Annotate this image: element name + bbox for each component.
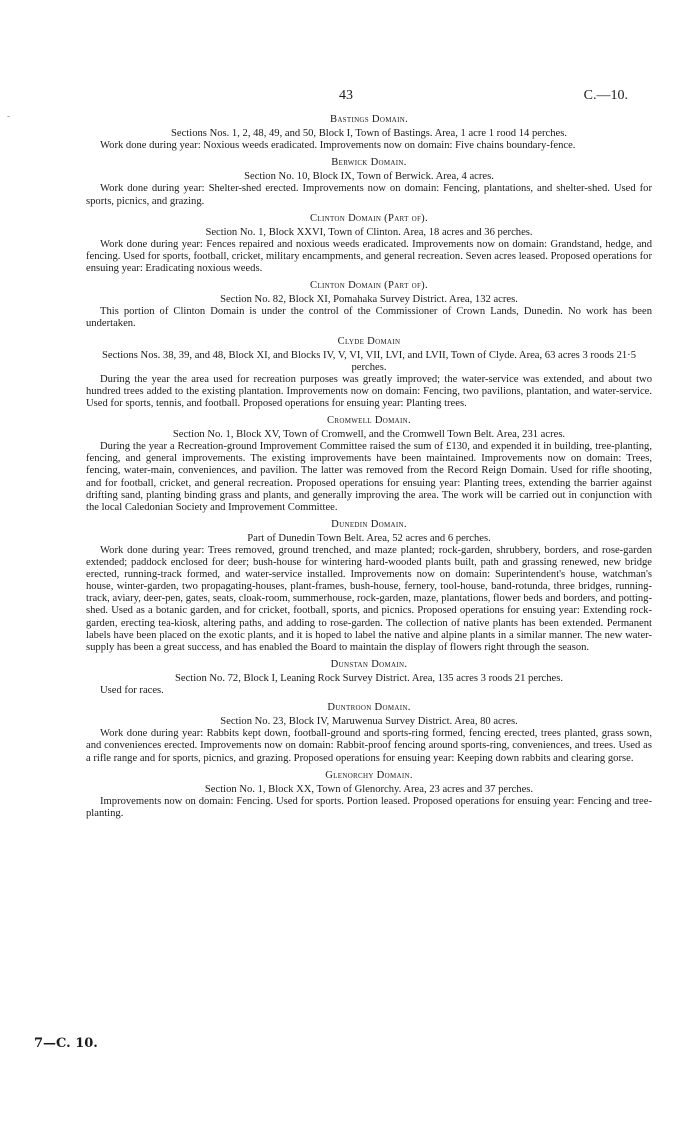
- domain-section: Section No. 1, Block XXVI, Town of Clinton. Area, 18 acres and 36 perches.: [205, 226, 533, 238]
- domain-entry-cromwell: [86, 415, 652, 514]
- domain-title: Duntroon Domain.: [327, 702, 411, 714]
- domain-title: Clyde Domain: [337, 335, 401, 347]
- page-content: [86, 114, 652, 825]
- domain-entry-bastings: [86, 114, 652, 152]
- domain-section: Section No. 10, Block IX, Town of Berwick. Area, 4 acres.: [244, 171, 494, 183]
- document-reference: C.—10.: [583, 88, 628, 103]
- footer-reference: 7—C. 10.: [34, 1036, 98, 1051]
- domain-section: Sections Nos. 38, 39, and 48, Block XI, and Blocks IV, V, VI, VII, LVI, and LVII, Town of Clyde. Area, 63 acres 3 roods 21·5 perches.: [102, 349, 636, 373]
- page-header: [86, 90, 652, 110]
- domain-entry-berwick: [86, 157, 652, 207]
- domain-entry-dunstan: [86, 659, 652, 697]
- domain-title: Clinton Domain (Part of).: [310, 212, 428, 224]
- page-number: 43: [339, 88, 353, 103]
- domain-entry-clinton-2: [86, 280, 652, 330]
- domain-section: Section No. 82, Block XI, Pomahaka Survey District. Area, 132 acres.: [220, 294, 518, 306]
- domain-paragraph: Work done during year: Fences repaired and noxious weeds eradicated. Improvements now on domain: Grandstand, hedge, and fencing. Used for sports, football, cricket, military encampments, and general recreation. Seven acres leased. Proposed operations for ensuing year: Eradicating noxious weeds.: [86, 238, 652, 275]
- domain-title: Berwick Domain.: [331, 157, 407, 169]
- domain-title: Glenorchy Domain.: [325, 769, 413, 781]
- domain-section: Section No. 72, Block I, Leaning Rock Survey District. Area, 135 acres 3 roods 21 perches.: [174, 672, 564, 684]
- domain-paragraph: This portion of Clinton Domain is under the control of the Commissioner of Crown Lands, Dunedin. No work has been undertaken.: [86, 306, 652, 330]
- domain-paragraph: Improvements now on domain: Fencing. Used for sports. Portion leased. Proposed operations for ensuing year: Fencing and tree-planting.: [86, 795, 652, 819]
- domain-entry-clyde: [86, 336, 652, 411]
- domain-entry-dunedin: [86, 519, 652, 654]
- domain-title: Clinton Domain (Part of).: [310, 280, 428, 292]
- domain-title: Bastings Domain.: [329, 114, 409, 125]
- domain-section: Section No. 23, Block IV, Maruwenua Survey District. Area, 80 acres.: [220, 716, 518, 728]
- domain-entry-duntroon: [86, 702, 652, 764]
- domain-paragraph: Work done during year: Rabbits kept down, football-ground and sports-ring formed, fencing erected, trees planted, grass sown, and conveniences erected. Improvements now on domain: Rabbit-proof fencing around sports-ring, conveniences, and trees. Used as a rifle range and for sports, picnics, and grazing. Proposed operations for ensuing year: Keeping down rabbits and clearing gorse.: [86, 728, 652, 764]
- domain-section: Section No. 1, Block XV, Town of Cromwell, and the Cromwell Town Belt. Area, 231 acres.: [172, 429, 566, 441]
- domain-paragraph: Used for races.: [100, 685, 164, 697]
- domain-title: Cromwell Domain.: [327, 415, 411, 427]
- stray-margin-mark: -: [7, 112, 11, 122]
- domain-section: Sections Nos. 1, 2, 48, 49, and 50, Block I, Town of Bastings. Area, 1 acre 1 rood 14 perches.: [171, 128, 567, 140]
- domain-paragraph: During the year the area used for recreation purposes was greatly improved; the water-service was extended, and about two hundred trees added to the existing plantation. Improvements now on domain: Fencing, two pavilions, plantation, and water-service. Used for sports, tennis, and football. Proposed operations for ensuing year: Planting trees.: [86, 373, 652, 409]
- domain-section: Section No. 1, Block XX, Town of Glenorchy. Area, 23 acres and 37 perches.: [204, 783, 534, 795]
- domain-entry-clinton-1: [86, 213, 652, 275]
- domain-title: Dunstan Domain.: [330, 658, 408, 670]
- domain-title: Dunedin Domain.: [331, 518, 407, 530]
- domain-paragraph: Work done during year: Trees removed, ground trenched, and maze planted; rock-garden, shrubbery, borders, and rose-garden extended; paddock enclosed for deer; bush-house for wintering hard-wooded plants built, path and grassing renewed, new bridge erected, running-track formed, and water-service installed. Improvements now on domain: Superintendent's house, watchman's house, winter-garden, two propagating-houses, plant-frames, bush-house, fernery, tool-house, band-rotunda, three bridges, running-track, aviary, deer-pen, gates, seats, cloak-room, summerhouse, rock-garden, maze, plantations, flower beds and borders, and potting-shed. Used as a botanic garden, and for cricket, football, sports, and picnics. Proposed operations for ensuing year: Extending rock-garden, erecting tea-kiosk, altering paths, and adding to rose-garden. The collection of native plants has been extended. Permanent labels have been placed on the exotic plants, and it is hoped to label the native and alpine plants in a similar manner. The new water-supply has been a great success, and has enabled the Board to maintain the display of flowers right through the season.: [86, 545, 652, 653]
- domain-paragraph: Work done during year: Shelter-shed erected. Improvements now on domain: Fencing, plantations, and shelter-shed. Used for sports, picnics, and grazing.: [86, 183, 652, 207]
- domain-paragraph: During the year a Recreation-ground Improvement Committee raised the sum of £130, and expended it in building, tree-planting, fencing, and general improvements. The existing improvements have been maintained. Improvements now on domain: Trees, fencing, water-main, conveniences, and pavilion. The latter was removed from the Record Reign Domain. Used for rifle shooting, and for football, cricket, and general recreation. Proposed operations for ensuing year: Planting trees, extending the barrier against drifting sand, planting binding grass and plants, and generally improving the area. The work will be carried out in conjunction with the local Caledonian Society and Improvement Committee.: [86, 441, 652, 513]
- domain-section: Part of Dunedin Town Belt. Area, 52 acres and 6 perches.: [247, 532, 491, 544]
- domain-paragraph: Work done during year: Noxious weeds eradicated. Improvements now on domain: Five chains boundary-fence.: [100, 140, 576, 152]
- domain-entry-glenorchy: [86, 770, 652, 820]
